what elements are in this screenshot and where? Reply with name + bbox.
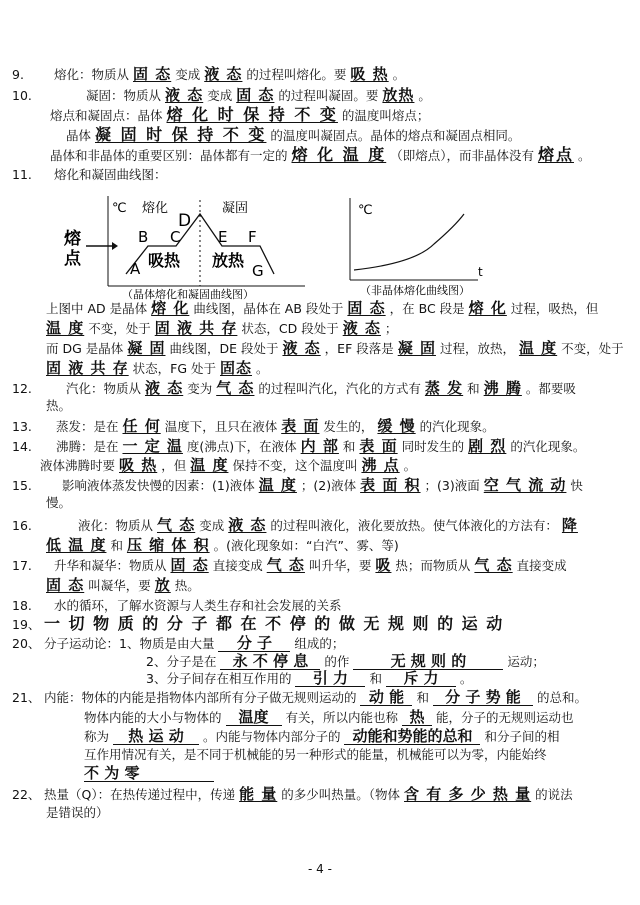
freezing-point-def: [66, 127, 520, 144]
text: 是错误的）: [46, 805, 109, 820]
item-21-4: [84, 747, 547, 763]
crystal-difference: [50, 147, 590, 164]
text: 升华和凝华：物质从: [53, 558, 167, 573]
answer: 固 态: [46, 576, 85, 594]
text: 热量（Q）：在热传递过程中，传递: [43, 787, 236, 802]
answer: 表 面 积: [360, 476, 421, 494]
answer: 缓 慢: [377, 417, 416, 435]
text: 水的循环，了解水资源与人类生存和社会发展的关系: [53, 598, 342, 613]
item-number: 13.: [12, 419, 32, 434]
answer: 熔 化 温 度: [291, 145, 387, 164]
text: 变成: [207, 88, 233, 103]
point-C: C: [170, 228, 181, 246]
answer: 压 缩 体 积: [126, 536, 210, 554]
answer: 固 态: [132, 65, 172, 83]
answer: 蒸 发: [424, 379, 464, 397]
text: 上图中 AD 是晶体: [46, 301, 148, 316]
text: 。都要吸: [525, 381, 576, 396]
amorphous-curve: [354, 214, 464, 270]
melting-point-def: [50, 107, 429, 124]
answer: 凝 固: [127, 339, 166, 357]
answer: 熔 化: [468, 299, 507, 317]
text: 快: [570, 478, 583, 493]
item-16: [12, 517, 578, 534]
item-12-cont: [46, 398, 71, 414]
point-D: D: [178, 211, 192, 231]
text: 温度下，且只在液体: [164, 419, 278, 434]
answer: 熔 化: [151, 299, 190, 317]
text: 变成: [175, 67, 201, 82]
text: 的过程叫液化，液化要放热。使气体液化的方法有：: [270, 518, 558, 533]
side-label-top: 熔: [64, 229, 81, 249]
answer: 温 度: [190, 456, 229, 474]
text: 和: [110, 538, 123, 553]
item-15: [12, 477, 583, 494]
point-A: A: [130, 260, 141, 278]
item-18: [12, 598, 342, 614]
text: 状态，CD 段处于: [241, 321, 339, 336]
text: 和分子间的相: [484, 729, 560, 744]
item-14: [12, 438, 585, 455]
text: 度(沸点)下，在液体: [186, 439, 297, 454]
text: 发生的，: [323, 419, 374, 434]
answer: 任 何: [122, 417, 161, 435]
answer: 放: [154, 576, 171, 594]
item-22: [12, 786, 573, 803]
text: 的温度叫凝固点。晶体的熔点和凝固点相同。: [270, 128, 521, 143]
side-arrow-head: [112, 242, 118, 250]
item-17-cont: [46, 577, 200, 594]
item-21-5: [84, 765, 214, 782]
answer: 斥 力: [386, 670, 456, 687]
text: 晶体: [66, 128, 92, 143]
text: 热；而物质从: [395, 558, 471, 573]
text: 。: [577, 148, 591, 163]
text: 的过程叫凝固。要: [278, 88, 379, 103]
answer: 热: [402, 709, 432, 726]
answer: 含 有 多 少 热 量: [404, 785, 532, 803]
item-number: 18.: [12, 598, 32, 613]
text: 的汽化现象。: [510, 439, 586, 454]
answer: 温 度: [46, 319, 85, 337]
answer: 熔点: [537, 145, 574, 164]
text: 内能：物体的内能是指物体内部所有分子做无规则运动的: [43, 690, 357, 705]
text: 变成: [199, 518, 225, 533]
item-number: 21、: [12, 690, 41, 705]
answer: 热 运 动: [113, 728, 199, 745]
text: 的过程叫熔化。要: [246, 67, 347, 82]
text: 的汽化现象。: [419, 419, 495, 434]
text: 物体内能的大小与物体的: [84, 710, 222, 725]
item-20-2: [146, 653, 545, 670]
answer: 低 温 度: [46, 536, 107, 554]
text: 曲线图，晶体在 AB 段处于: [193, 301, 344, 316]
text: 沸腾：是在: [55, 439, 119, 454]
amorphous-caption: （非晶体熔化曲线图）: [360, 284, 470, 297]
text: 同时发生的: [401, 439, 465, 454]
melting-curves-figure: [60, 186, 500, 300]
item-22-cont: [46, 805, 109, 821]
text: 液化：物质从: [77, 518, 153, 533]
text: 叫升华，要: [308, 558, 372, 573]
text: 的过程叫汽化，汽化的方式有: [258, 381, 421, 396]
text: 2、分子是在: [146, 654, 217, 669]
text: 的多少叫热量。（物体: [281, 787, 401, 802]
answer: 气 态: [474, 556, 513, 574]
text: 组成的；: [294, 636, 345, 651]
item-number: 22、: [12, 787, 41, 802]
text: 和: [342, 439, 356, 454]
crystal-y-label: ℃: [112, 201, 127, 216]
answer: 永 不 停 息: [220, 653, 320, 670]
text: 熔化和凝固曲线图：: [53, 167, 167, 182]
figure-explanation-1: [46, 300, 598, 317]
answer: 表 面: [359, 437, 398, 455]
text: ，在 BC 段是: [389, 301, 465, 316]
item-20: [12, 635, 344, 652]
text: 直接变成: [212, 558, 263, 573]
text: 的温度叫熔点；: [341, 108, 430, 123]
text: 过程，放热，: [439, 341, 515, 356]
melt-label: 熔化: [142, 201, 169, 216]
page-number: - 4 -: [308, 862, 332, 876]
item-number: 15.: [12, 478, 32, 493]
answer: 固 态: [170, 556, 209, 574]
answer: 液 态: [204, 65, 243, 83]
text: 。(液化现象如：“白汽”、雾、等): [213, 538, 399, 553]
item-number: 12.: [12, 381, 32, 396]
text: 的作: [324, 654, 350, 669]
figure-explanation-4: [46, 360, 269, 377]
release-heat-label: 放热: [212, 251, 245, 270]
item-11: [12, 167, 167, 183]
item-16-cont: [46, 537, 399, 554]
side-label-bottom: 点: [64, 249, 81, 269]
item-number: 17.: [12, 558, 32, 573]
answer: 引 力: [295, 670, 365, 687]
answer: 动 能: [360, 689, 412, 706]
item-21-3: [84, 728, 559, 745]
answer: 温 度: [258, 476, 297, 494]
item-15-cont: [46, 495, 71, 511]
answer: 不 为 零: [84, 765, 214, 782]
text: 和: [416, 690, 429, 705]
text: 而 DG 是晶体: [46, 341, 124, 356]
text: 过程，吸热，但: [510, 301, 599, 316]
text: 互作用情况有关，是不同于机械能的另一种形式的能量，机械能可以为零，内能始终: [84, 747, 547, 762]
item-number: 14.: [12, 439, 32, 454]
item-17: [12, 557, 567, 574]
answer: 吸: [375, 556, 392, 574]
text: 和: [369, 671, 382, 686]
figure-explanation-2: [46, 320, 397, 337]
text: 直接变成: [516, 558, 567, 573]
text: 影响液体蒸发快慢的因素：(1)液体: [61, 478, 255, 493]
text: 的说法: [535, 787, 573, 802]
text: 保持不变，这个温度叫: [232, 458, 358, 473]
point-G: G: [252, 262, 264, 280]
answer: 熔 化 时 保 持 不 变: [166, 105, 338, 124]
item-number: 11.: [12, 167, 32, 182]
text: 。: [403, 458, 417, 473]
amorphous-x-label: t: [478, 265, 483, 279]
answer: 一 切 物 质 的 分 子 都 在 不 停 的 做 无 规 则 的 运 动: [43, 614, 504, 633]
answer: 空 气 流 动: [483, 476, 567, 494]
answer: 无 规 则 的: [353, 653, 503, 670]
answer: 液 态: [144, 379, 184, 397]
text: 的总和。: [536, 690, 587, 705]
text: 熔化：物质从: [53, 67, 129, 82]
text: 。: [392, 67, 406, 82]
text: 叫凝华，要: [88, 578, 151, 593]
text: ；(3)液面: [424, 478, 480, 493]
answer: 气 态: [156, 516, 196, 534]
item-14-cont: [40, 457, 416, 474]
absorb-heat-label: 吸热: [148, 251, 181, 270]
answer: 液 态: [282, 339, 321, 357]
text: 晶体和非晶体的重要区别：晶体都有一定的: [50, 148, 288, 163]
answer: 固 液 共 存: [154, 319, 238, 337]
text: 熔点和凝固点：晶体: [50, 108, 163, 123]
answer: 沸 点: [361, 456, 400, 474]
text: 不变，处于: [561, 341, 624, 356]
answer: 固 态: [236, 86, 275, 104]
text: 不变，处于: [88, 321, 151, 336]
answer: 内 部: [300, 437, 339, 455]
answer: 降: [561, 516, 578, 534]
answer: 气 态: [216, 379, 255, 397]
answer: 表 面: [281, 417, 320, 435]
text: 蒸发：是在: [55, 419, 119, 434]
text: 热。: [46, 398, 72, 413]
answer: 动能和势能的总和: [344, 728, 480, 745]
crystal-caption: （晶体熔化和凝固曲线图）: [122, 288, 254, 300]
answer: 固态: [220, 359, 253, 377]
answer: 分 子: [218, 635, 290, 652]
text: 。内能与物体内部分子的: [202, 729, 341, 744]
text: 运动；: [507, 654, 545, 669]
text: 曲线图，DE 段处于: [169, 341, 279, 356]
text: ；: [384, 321, 398, 336]
text: ；(2)液体: [300, 478, 357, 493]
answer: 固 液 共 存: [46, 359, 129, 377]
solidify-label: 凝固: [222, 201, 249, 216]
answer: 固 态: [347, 299, 386, 317]
text: 慢。: [46, 495, 72, 510]
text: 有关，所以内能也称: [285, 710, 398, 725]
answer: 凝 固: [397, 339, 436, 357]
text: 凝固：物质从: [85, 88, 161, 103]
item-number: 19、: [12, 617, 41, 632]
text: 和: [467, 381, 480, 396]
answer: 温 度: [518, 339, 558, 357]
text: （即熔点），而非晶体没有: [390, 148, 534, 163]
item-13: [12, 418, 495, 435]
point-F: F: [248, 228, 257, 246]
item-number: 10.: [12, 88, 32, 103]
text: ，但: [161, 458, 187, 473]
figure-explanation-3: [46, 340, 624, 357]
answer: 吸 热: [119, 456, 158, 474]
answer: 一 定 温: [122, 437, 183, 455]
answer: 放热: [382, 86, 415, 104]
text: 分子运动论：1、物质是由大量: [43, 636, 215, 651]
text: 汽化：物质从: [65, 381, 141, 396]
text: 3、分子间存在相互作用的: [146, 671, 292, 686]
text: 变为: [187, 381, 213, 396]
answer: 液 态: [228, 516, 267, 534]
point-E: E: [218, 228, 228, 246]
answer: 凝 固 时 保 持 不 变: [95, 125, 267, 144]
answer: 沸 腾: [483, 379, 522, 397]
answer: 液 态: [342, 319, 381, 337]
text: 状态，FG 处于: [132, 361, 217, 376]
item-number: 20、: [12, 636, 41, 651]
answer: 吸 热: [350, 65, 389, 83]
item-12: [12, 380, 576, 397]
text: 热。: [174, 578, 200, 593]
text: ，EF 段落是: [324, 341, 394, 356]
answer: 气 态: [266, 556, 305, 574]
amorphous-y-label: ℃: [358, 203, 373, 218]
point-B: B: [138, 228, 149, 246]
answer: 能 量: [239, 785, 278, 803]
text: 称为: [84, 729, 110, 744]
text: 。: [256, 361, 269, 376]
item-21-2: [84, 709, 573, 726]
item-21: [12, 689, 587, 706]
item-19: [12, 616, 504, 633]
text: 。: [459, 671, 473, 686]
item-number: 16.: [12, 518, 32, 533]
text: 液体沸腾时要: [40, 458, 116, 473]
text: 能，分子的无规则运动也: [435, 710, 574, 725]
item-20-3: [146, 670, 472, 687]
answer: 液 态: [164, 86, 204, 104]
text: 。: [418, 88, 431, 103]
answer: 分 子 势 能: [433, 689, 533, 706]
answer: 剧 烈: [468, 437, 507, 455]
item-10: [12, 87, 431, 104]
item-9: [12, 66, 405, 83]
item-number: 9.: [12, 67, 24, 82]
answer: 温度: [226, 709, 282, 726]
